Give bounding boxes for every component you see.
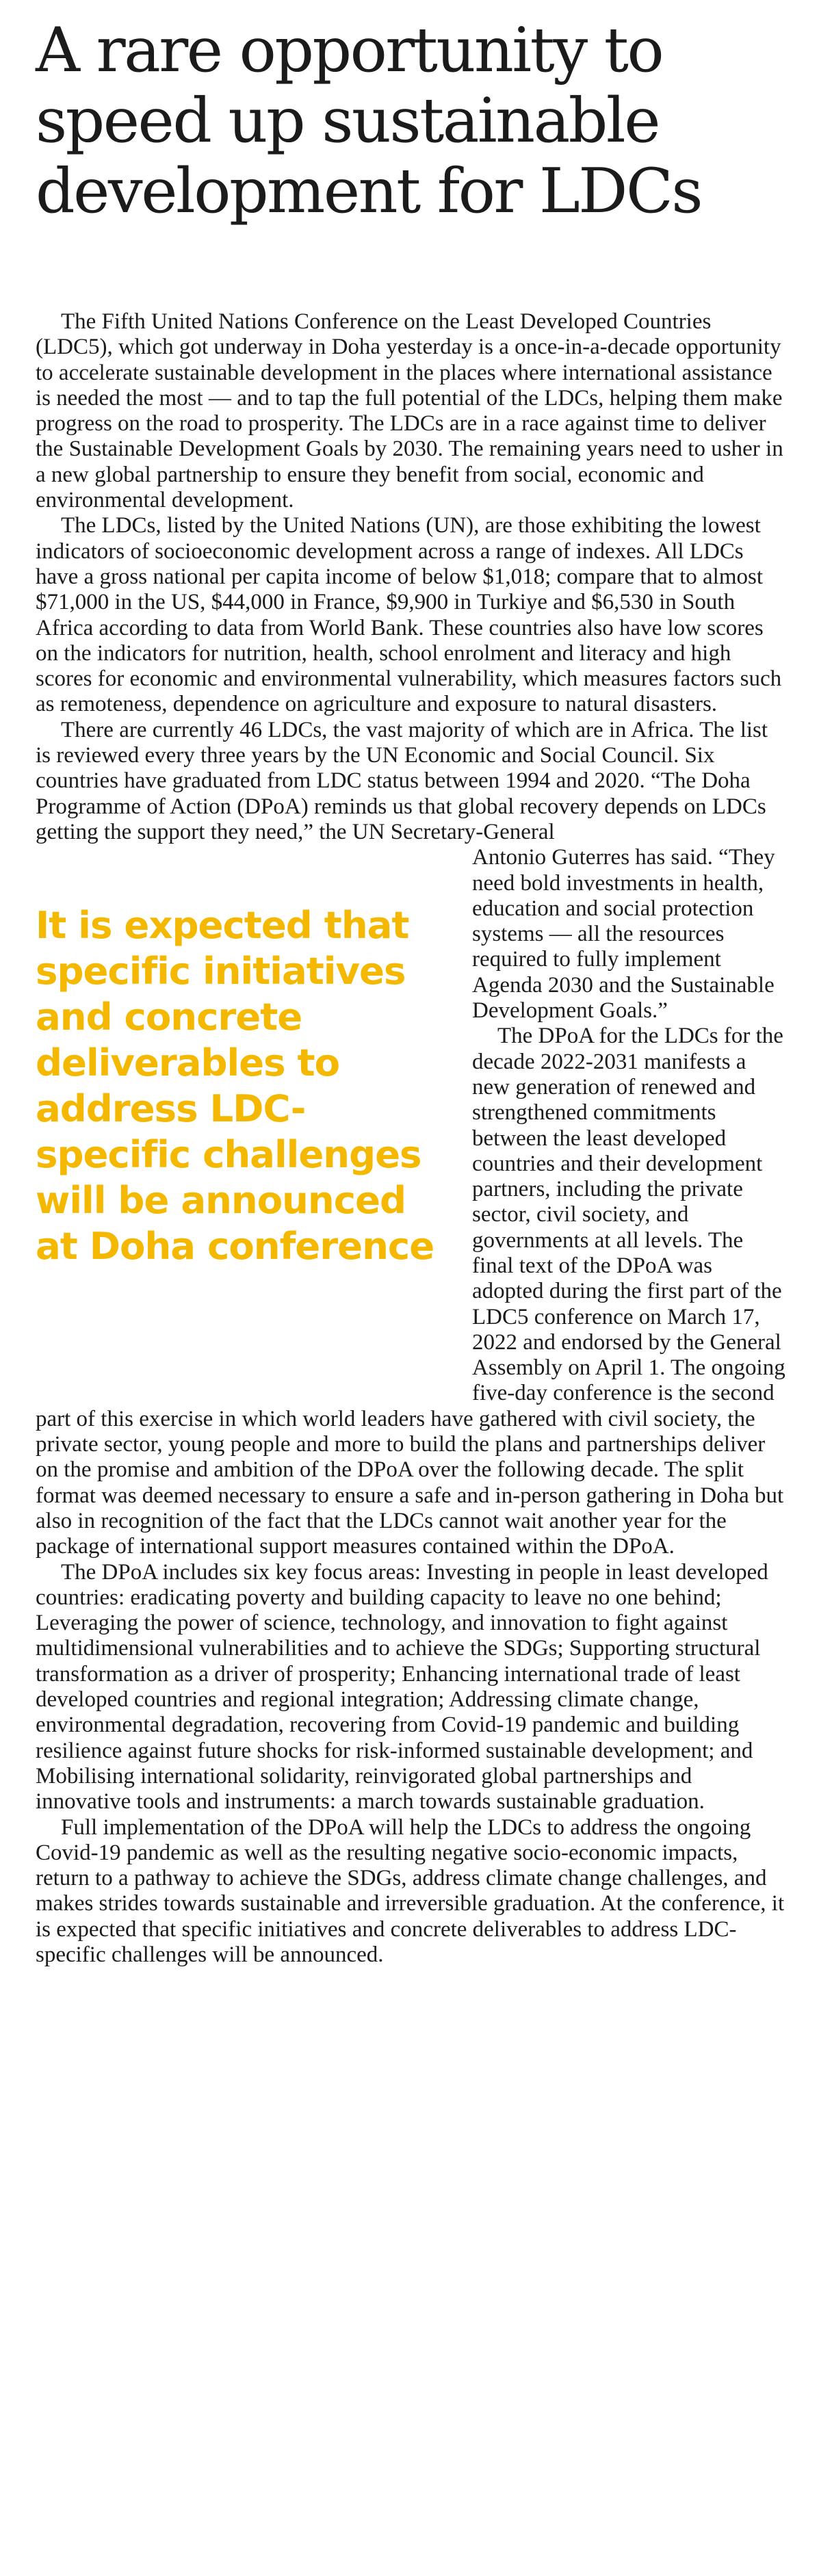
- article-body: [36, 309, 788, 1968]
- article-headline: A rare opportunity to speed up sustainable development for LDCs: [36, 14, 702, 227]
- paragraph-3-start: There are currently 46 LDCs, the vast majority of which are in Africa. The list is reviewed every three years by the UN Economic and Social Council. Six countries have graduated from LDC status between 1994 and 2020. “The Doha Programme of Action (DPoA) reminds us that global recovery depends on LDCs getting the support they need,” the UN Secretary-General: [36, 717, 768, 844]
- paragraph-5: The DPoA includes six key focus areas: Investing in people in least developed countries: eradicating poverty and building capacity to leave no one behind; Leveraging the power of science, technology, and innovation to fight against multidimensional vulnerabilities and to achieve the SDGs; Supporting structural transformation as a driver of prosperity; Enhancing international trade of least developed countries and regional integration; Addressing climate change, environmental degradation, recovering from Covid-19 pandemic and building resilience against future shocks for risk-informed sustainable development; and Mobilising international solidarity, reinvigorated global partnerships and innovative tools and instruments: a march towards sustainable graduation.: [36, 1559, 768, 1814]
- paragraph-6: Full implementation of the DPoA will help the LDCs to address the ongoing Covid-19 pandemic as well as the resulting negative socio-economic impacts, return to a pathway to achieve the SDGs, address climate change challenges, and makes strides towards sustainable and irreversible graduation. At the conference, it is expected that specific initiatives and concrete deliverables to address LDC-specific challenges will be announced.: [36, 1814, 785, 1967]
- paragraph-2: The LDCs, listed by the United Nations (UN), are those exhibiting the lowest indicators of socioeconomic development across a range of indexes. All LDCs have a gross national per capita income of below $1,018; compare that to almost $71,000 in the US, $44,000 in France, $9,900 in Turkiye and $6,530 in South Africa according to data from World Bank. These countries also have low scores on the indicators for nutrition, health, school enrolment and literacy and high scores for economic and environmental vulnerability, which measures factors such as remoteness, dependence on agriculture and exposure to natural disasters.: [36, 513, 782, 717]
- pull-quote: [0, 845, 458, 1406]
- paragraph-3-end: Antonio Guterres has said. “They need bold investments in health, education and social protection systems — all the resources required to fully implement Agenda 2030 and the Sustainable Development Goals.”: [472, 845, 775, 1024]
- pull-quote-text: It is expected that specific initiatives and concrete deliverables to address LDC-specific challenges will be announced at Doha conference: [36, 903, 434, 1269]
- paragraph-4: The DPoA for the LDCs for the decade 2022-2031 manifests a new generation of renewed and strengthened commitments between the least developed countries and their development partners, including the private sector, civil society, and governments at all levels. The final text of the DPoA was adopted during the first part of the LDC5 conference on March 17, 2022 and endorsed by the General Assembly on April 1. The ongoing five-day conference is the second part of this exercise in which world leaders have gathered with civil society, the private sector, young people and more to build the plans and partnerships deliver on the promise and ambition of the DPoA over the following decade. The split format was deemed necessary to ensure a safe and in-person gathering in Doha but also in recognition of the fact that the LDCs cannot wait another year for the package of international support measures contained within the DPoA.: [36, 1024, 785, 1559]
- paragraph-1: The Fifth United Nations Conference on the Least Developed Countries (LDC5), which got underway in Doha yesterday is a once-in-a-decade opportunity to accelerate sustainable development in the places where international assistance is needed the most — and to tap the full potential of the LDCs, helping them make progress on the road to prosperity. The LDCs are in a race against time to deliver the Sustainable Development Goals by 2030. The remaining years need to usher in a new global partnership to ensure they benefit from social, economic and environmental development.: [36, 309, 783, 513]
